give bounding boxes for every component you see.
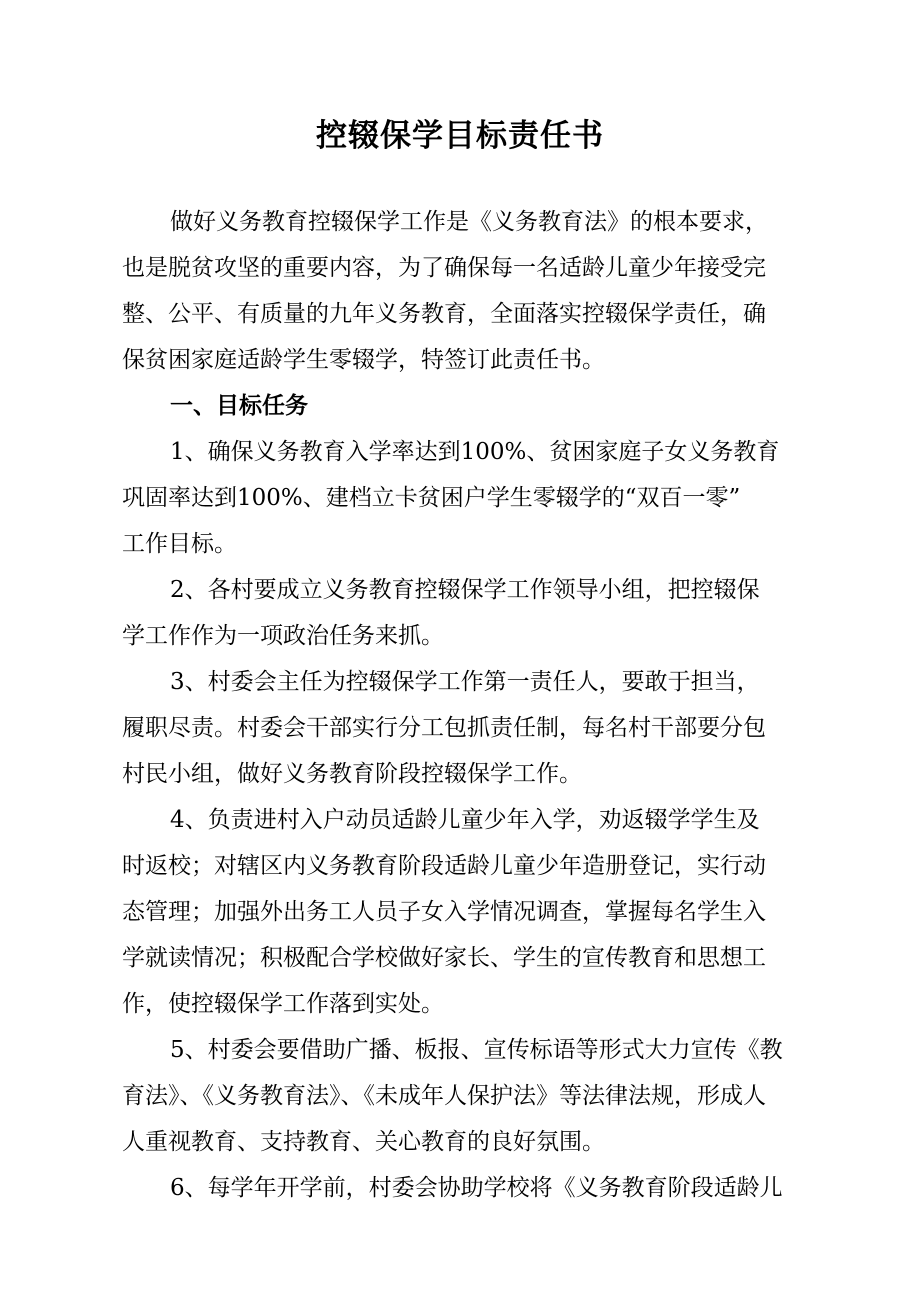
item-1-line-2: 巩固率达到100%、建档立卡贫困户学生零辍学的“双百一零”: [122, 485, 741, 511]
paragraph-line-intro-4: 保贫困家庭适龄学生零辍学，特签订此责任书。: [122, 347, 605, 373]
item-4-line-4: 学就读情况；积极配合学校做好家长、学生的宣传教育和思想工: [122, 945, 766, 971]
item-4-line-3: 态管理；加强外出务工人员子女入学情况调查，掌握每名学生入: [122, 899, 766, 925]
paragraph-line-intro-2: 也是脱贫攻坚的重要内容，为了确保每一名适龄儿童少年接受完: [122, 255, 766, 281]
item-4-line-1: 4、负责进村入户动员适龄儿童少年入学，劝返辍学学生及: [170, 807, 760, 833]
item-1-line-3: 工作目标。: [122, 531, 237, 557]
item-3-line-1: 3、村委会主任为控辍保学工作第一责任人，要敢于担当，: [170, 669, 760, 695]
item-5-line-1: 5、村委会要借助广播、板报、宣传标语等形式大力宣传《教: [170, 1037, 783, 1063]
item-5-line-3: 人重视教育、支持教育、关心教育的良好氛围。: [122, 1129, 605, 1155]
item-3-line-3: 村民小组，做好义务教育阶段控辍保学工作。: [122, 761, 582, 787]
document-title: 控辍保学目标责任书: [316, 118, 604, 154]
item-5-line-2: 育法》、《义务教育法》、《未成年人保护法》等法律法规，形成人: [122, 1083, 766, 1109]
section-heading-goals: 一、目标任务: [170, 392, 308, 419]
paragraph-line-intro-1: 做好义务教育控辍保学工作是《义务教育法》的根本要求，: [170, 209, 768, 235]
item-6-line-1: 6、每学年开学前，村委会协助学校将《义务教育阶段适龄儿: [170, 1175, 783, 1201]
item-1-line-1: 1、确保义务教育入学率达到100%、贫困家庭子女义务教育: [170, 439, 780, 465]
item-2-line-2: 学工作作为一项政治任务来抓。: [122, 623, 444, 649]
item-4-line-2: 时返校；对辖区内义务教育阶段适龄儿童少年造册登记，实行动: [122, 853, 766, 879]
item-3-line-2: 履职尽责。村委会干部实行分工包抓责任制，每名村干部要分包: [122, 715, 766, 741]
paragraph-line-intro-3: 整、公平、有质量的九年义务教育，全面落实控辍保学责任，确: [122, 301, 766, 327]
item-2-line-1: 2、各村要成立义务教育控辍保学工作领导小组，把控辍保: [170, 577, 760, 603]
item-4-line-5: 作，使控辍保学工作落到实处。: [122, 991, 444, 1017]
